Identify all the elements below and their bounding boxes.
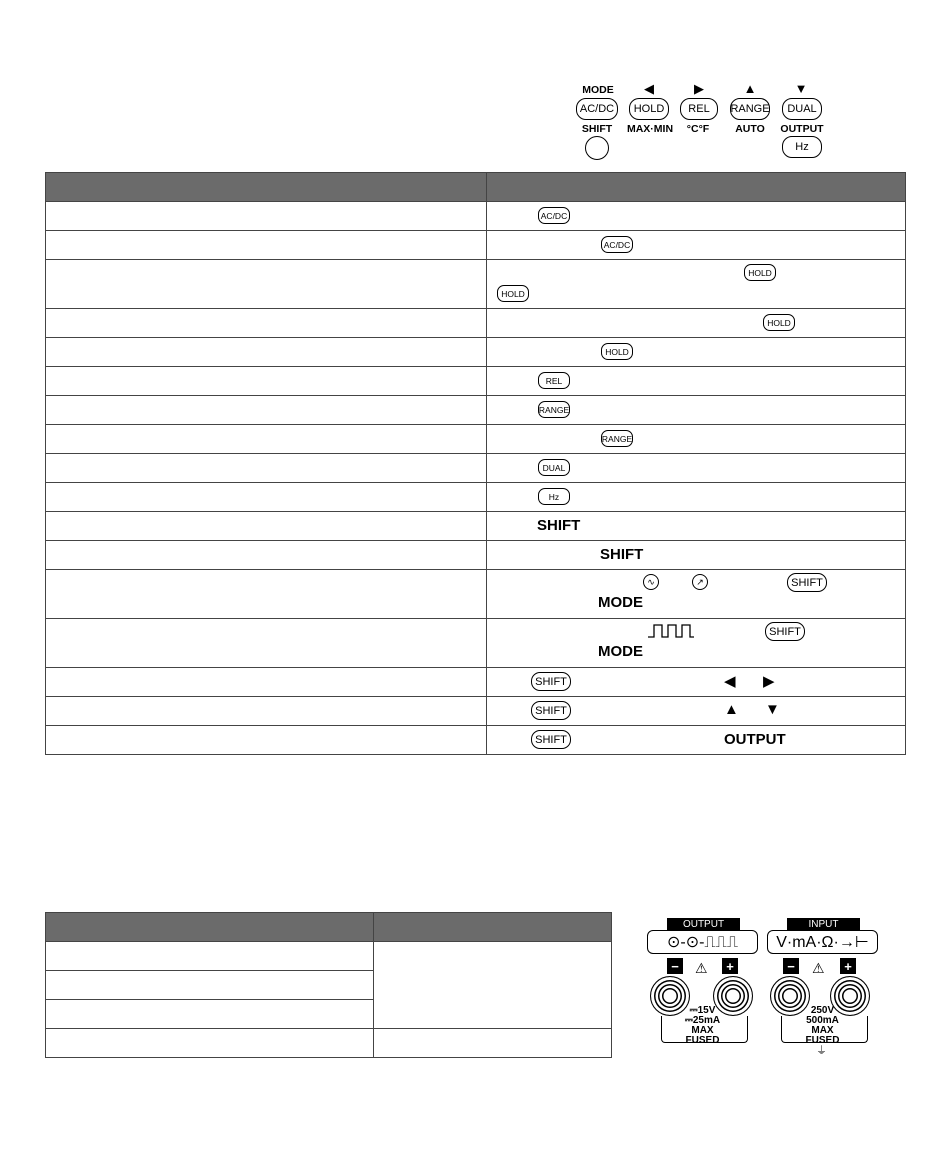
table-row bbox=[46, 942, 612, 971]
sine-wave-icon: ∿ bbox=[643, 574, 659, 590]
shift-key-symbol: SHIFT bbox=[531, 701, 571, 720]
table-cell bbox=[46, 1029, 374, 1058]
input-function-symbols: V·mA·Ω·→⊢ bbox=[767, 930, 878, 954]
table-row bbox=[46, 202, 906, 231]
table-cell bbox=[374, 1029, 612, 1058]
rating-line: FUSED bbox=[685, 1035, 720, 1046]
rel-key-symbol: REL bbox=[538, 372, 570, 389]
table-cell bbox=[487, 726, 906, 755]
warning-icon: ⚠ bbox=[695, 960, 708, 976]
rel-key[interactable]: REL bbox=[680, 98, 718, 120]
table-cell bbox=[46, 512, 487, 541]
hold-key-symbol: HOLD bbox=[744, 264, 776, 281]
arrow-right-icon: ▶ bbox=[763, 673, 775, 690]
table-cell bbox=[46, 338, 487, 367]
range-key-symbol: RANGE bbox=[538, 401, 570, 418]
rating-line: ⎓25mA bbox=[684, 1015, 721, 1026]
table-row bbox=[46, 454, 906, 483]
warning-icon: ⚠ bbox=[812, 960, 825, 976]
shift-key-symbol: SHIFT bbox=[787, 573, 827, 592]
front-panel-keys bbox=[560, 80, 860, 170]
hz-key-symbol: Hz bbox=[538, 488, 570, 505]
table-cell bbox=[46, 570, 487, 619]
table-cell bbox=[487, 260, 906, 309]
table-row bbox=[46, 1029, 612, 1058]
hold-key-symbol: HOLD bbox=[497, 285, 529, 302]
column-header bbox=[487, 173, 906, 202]
auto-label: AUTO bbox=[735, 123, 765, 135]
table-cell bbox=[46, 202, 487, 231]
temp-unit-label: °C°F bbox=[686, 123, 710, 135]
table-row bbox=[46, 512, 906, 541]
table-row bbox=[46, 726, 906, 755]
rating-line: MAX bbox=[811, 1025, 834, 1036]
arrow-left-icon: ◀ bbox=[724, 673, 736, 690]
table-cell bbox=[46, 231, 487, 260]
column-header bbox=[374, 913, 612, 942]
table-cell bbox=[46, 619, 487, 668]
minus-sign-icon: − bbox=[667, 958, 683, 974]
table-cell bbox=[46, 454, 487, 483]
table-row bbox=[46, 483, 906, 512]
table-cell bbox=[46, 942, 374, 971]
column-header bbox=[46, 913, 374, 942]
output-function-symbols: ⊙-⊙-⎍⎍⎍ bbox=[647, 930, 758, 954]
table-cell bbox=[46, 726, 487, 755]
plus-sign-icon: + bbox=[722, 958, 738, 974]
arrow-down-icon: ▼ bbox=[794, 81, 808, 96]
rating-line: ⎓15V bbox=[689, 1005, 716, 1016]
dual-key-symbol: DUAL bbox=[538, 459, 570, 476]
table-cell bbox=[46, 541, 487, 570]
plus-sign-icon: + bbox=[840, 958, 856, 974]
table-header bbox=[46, 913, 612, 942]
table-cell bbox=[487, 338, 906, 367]
table-row bbox=[46, 541, 906, 570]
table-cell bbox=[46, 367, 487, 396]
input-terminal-title: INPUT bbox=[787, 918, 860, 931]
table-cell bbox=[487, 697, 906, 726]
table-row bbox=[46, 619, 906, 668]
mode-text: MODE bbox=[598, 594, 643, 611]
range-key-symbol: RANGE bbox=[601, 430, 633, 447]
table-cell bbox=[46, 697, 487, 726]
table-row bbox=[46, 396, 906, 425]
shift-text: SHIFT bbox=[600, 546, 644, 563]
hold-key[interactable]: HOLD bbox=[629, 98, 669, 120]
table-cell bbox=[487, 425, 906, 454]
table-cell bbox=[487, 202, 906, 231]
table-cell bbox=[46, 260, 487, 309]
mode-text: MODE bbox=[598, 643, 643, 660]
acdc-key-symbol: AC/DC bbox=[601, 236, 633, 253]
dual-key[interactable]: DUAL bbox=[782, 98, 822, 120]
ground-icon: ⏚ bbox=[816, 1045, 827, 1057]
arrow-up-icon: ▲ bbox=[724, 701, 739, 718]
arrow-left-icon: ◀ bbox=[644, 81, 654, 96]
shift-label: SHIFT bbox=[581, 123, 613, 135]
table-cell bbox=[487, 512, 906, 541]
shift-key-symbol: SHIFT bbox=[531, 672, 571, 691]
table-cell bbox=[487, 309, 906, 338]
arrow-down-icon: ▼ bbox=[765, 701, 780, 718]
table-cell bbox=[487, 454, 906, 483]
table-cell bbox=[487, 483, 906, 512]
output-rating bbox=[675, 1006, 730, 1046]
table-cell bbox=[46, 425, 487, 454]
table-row bbox=[46, 697, 906, 726]
column-header bbox=[46, 173, 487, 202]
arrow-up-icon: ▲ bbox=[743, 81, 757, 96]
output-terminal-title: OUTPUT bbox=[667, 918, 740, 931]
shift-text: SHIFT bbox=[537, 517, 581, 534]
table-header bbox=[46, 173, 906, 202]
square-wave-icon bbox=[648, 624, 694, 638]
table-cell bbox=[487, 619, 906, 668]
table-row bbox=[46, 231, 906, 260]
rating-line: MAX bbox=[691, 1025, 714, 1036]
rating-line: FUSED bbox=[805, 1035, 840, 1046]
table-row bbox=[46, 668, 906, 697]
acdc-key[interactable]: AC/DC bbox=[576, 98, 618, 120]
key-function-table bbox=[45, 172, 906, 755]
table-row bbox=[46, 338, 906, 367]
table-row bbox=[46, 309, 906, 338]
table-cell bbox=[487, 396, 906, 425]
table-cell bbox=[46, 309, 487, 338]
table-row bbox=[46, 260, 906, 309]
shift-key-symbol: SHIFT bbox=[765, 622, 805, 641]
output-text: OUTPUT bbox=[724, 731, 786, 748]
maxmin-label: MAX·MIN bbox=[626, 123, 674, 135]
table-cell bbox=[46, 971, 374, 1000]
shift-key-symbol: SHIFT bbox=[531, 730, 571, 749]
minus-sign-icon: − bbox=[783, 958, 799, 974]
shift-key[interactable] bbox=[585, 136, 609, 160]
table-cell-merged bbox=[374, 942, 612, 1029]
mode-label: MODE bbox=[582, 84, 614, 96]
table-cell bbox=[487, 367, 906, 396]
input-terminals bbox=[767, 918, 882, 1058]
output-label: OUTPUT bbox=[780, 123, 824, 135]
table-cell bbox=[487, 541, 906, 570]
rating-line: 500mA bbox=[806, 1015, 839, 1026]
table-cell bbox=[487, 231, 906, 260]
acdc-key-symbol: AC/DC bbox=[538, 207, 570, 224]
hold-key-symbol: HOLD bbox=[601, 343, 633, 360]
hz-key[interactable]: Hz bbox=[782, 136, 822, 158]
table-row bbox=[46, 425, 906, 454]
table-row bbox=[46, 570, 906, 619]
table-row bbox=[46, 367, 906, 396]
sweep-wave-icon: ↗ bbox=[692, 574, 708, 590]
table-cell bbox=[46, 1000, 374, 1029]
output-terminals bbox=[647, 918, 762, 1058]
range-key[interactable]: RANGE bbox=[730, 98, 770, 120]
table-cell bbox=[46, 396, 487, 425]
terminal-table bbox=[45, 912, 612, 1058]
table-cell bbox=[487, 570, 906, 619]
hold-key-symbol: HOLD bbox=[763, 314, 795, 331]
arrow-right-icon: ▶ bbox=[694, 81, 704, 96]
table-cell bbox=[46, 483, 487, 512]
table-cell bbox=[46, 668, 487, 697]
rating-line: 250V bbox=[810, 1005, 835, 1016]
table-cell bbox=[487, 668, 906, 697]
input-rating bbox=[795, 1006, 850, 1046]
